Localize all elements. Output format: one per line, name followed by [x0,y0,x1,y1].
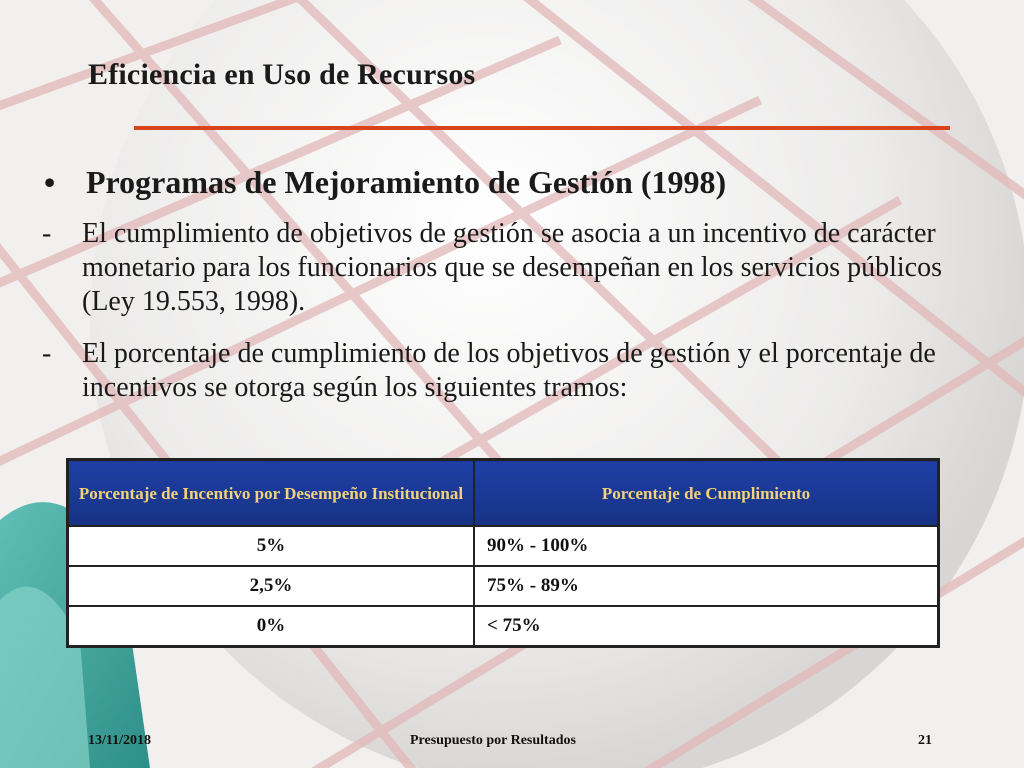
table-cell-compliance: 75% - 89% [474,566,939,606]
table-cell-compliance: < 75% [474,606,939,647]
dash-icon: - [42,338,52,369]
bullet-icon: • [44,164,56,200]
table-row [68,526,939,566]
incentive-table [66,458,940,648]
footer-title: Presupuesto por Resultados [410,733,576,748]
slide-title: Eficiencia en Uso de Recursos [88,58,476,91]
list-item-text: El porcentaje de cumplimiento de los objetivos de gestión y el porcentaje de incentivos se otorga según los siguientes tramos: [82,338,936,403]
table-row [68,606,939,647]
page-number: 21 [918,733,932,748]
column-header-incentive: Porcentaje de Incentivo por Desempeño Institucional [68,460,475,527]
table-cell-incentive: 5% [68,526,475,566]
table-cell-compliance: 90% - 100% [474,526,939,566]
bullet-heading-text: Programas de Mejoramiento de Gestión (1998) [86,164,727,200]
table-cell-incentive: 0% [68,606,475,647]
table-header-row [68,460,939,527]
dash-icon: - [42,218,52,249]
footer-date: 13/11/2018 [88,733,152,748]
title-underline [134,126,950,130]
table-row [68,566,939,606]
table-cell-incentive: 2,5% [68,566,475,606]
column-header-compliance: Porcentaje de Cumplimiento [474,460,939,527]
list-item-text: El cumplimiento de objetivos de gestión se asocia a un incentivo de carácter monetario para los funcionarios que se desempeñan en los servicios públicos (Ley 19.553, 1998). [82,218,942,317]
